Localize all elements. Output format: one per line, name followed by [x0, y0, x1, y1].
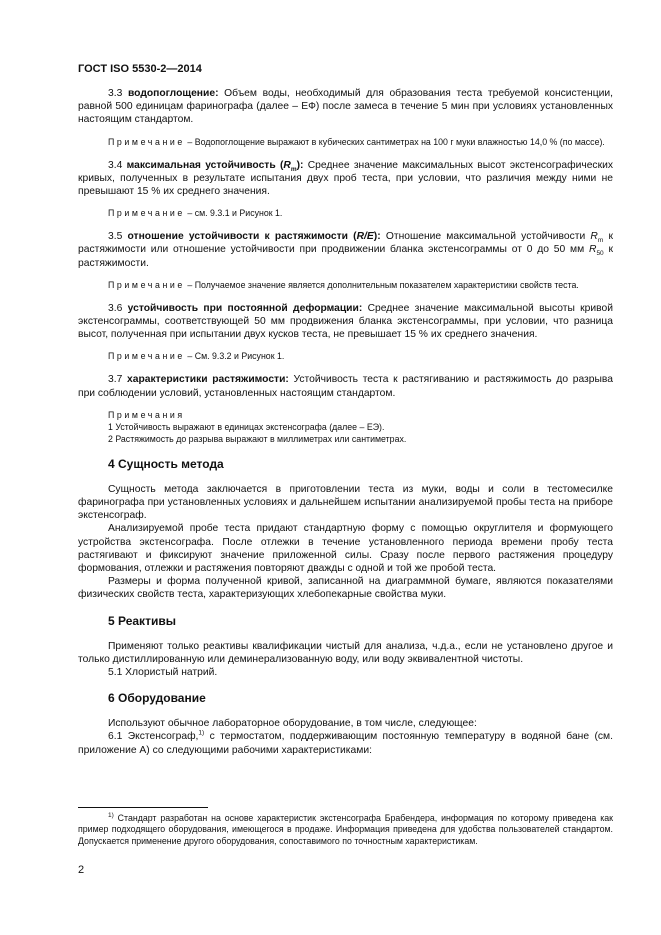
clause-text-cont: к растяжимости или отношение устойчивости при продвижении бланка экстенсограммы от 0 до 50 мм	[78, 231, 613, 256]
section-heading-5: 5 Реактивы	[108, 613, 176, 628]
clause-text: Среднее значение максимальной высоты кривой экстенсограммы, соответствующей 50 мм продвижения бланка экстенсограммы, при условии, что разница высот, полученная при испытании двух кусков теста, не превышает 15 % их среднего значения.	[78, 302, 613, 341]
note-text: – Получаемое значение является дополнительным показателем характеристики свойств теста.	[187, 279, 579, 290]
footnote	[78, 813, 613, 847]
clause-3-7	[78, 373, 613, 399]
section-heading-4: 4 Сущность метода	[108, 456, 224, 471]
symbol: R	[283, 159, 291, 171]
clause-text-cont: с термостатом, поддерживающим постоянную температуру в водяной бане (см. приложение А) со следующими рабочими характеристиками:	[78, 731, 613, 756]
clause-term: устойчивость при постоянной деформации:	[127, 302, 363, 314]
note-text: – Водопоглощение выражают в кубических сантиметрах на 100 г муки влажностью 14,0 % (по массе).	[187, 136, 605, 147]
paragraph: 5.1 Хлористый натрий.	[108, 667, 218, 679]
clause-number: 3.7	[108, 374, 123, 386]
note-3-4	[78, 207, 613, 219]
clause-term: отношение устойчивости к растяжимости (	[127, 231, 357, 243]
note-text: – см. 9.3.1 и Рисунок 1.	[187, 208, 283, 219]
clause-term-end: ):	[296, 159, 304, 171]
clause-text: Устойчивость теста к растягиванию и растяжимость до разрыва при соблюдении условий, установленных настоящим стандартом.	[78, 374, 613, 399]
footnote-reference[interactable]: 1)	[198, 730, 205, 738]
paragraph	[78, 730, 613, 756]
paragraph: Сущность метода заключается в приготовлении теста из муки, воды и соли в тестомесилке фаринографа при установленных условиях и дальнейшем испытании анализируемой пробы теста на приборе экстенсограф.	[78, 483, 613, 522]
clause-text: Объем воды, необходимый для образования теста требуемой консистенции, равной 500 единицам фаринографа (далее – ЕФ) после замеса в течение 5 мин при условиях установленных настоящим стандартом.	[78, 88, 613, 126]
symbol: R/E	[356, 231, 374, 243]
clause-text: Отношение максимальной устойчивости	[385, 231, 586, 243]
paragraph: Используют обычное лабораторное оборудование, в том числе, следующее:	[108, 718, 477, 730]
clause-text: 6.1 Экстенсограф,	[108, 731, 199, 743]
symbol-subscript: 50	[596, 250, 604, 258]
clause-number: 3.4	[108, 159, 123, 171]
clause-term: водопоглощение:	[127, 88, 219, 99]
note-text: – См. 9.3.2 и Рисунок 1.	[187, 351, 285, 362]
clause-3-6	[78, 302, 613, 342]
clause-term: характеристики растяжимости:	[127, 374, 289, 386]
paragraph: Размеры и форма полученной кривой, записанной на диаграммной бумаге, являются показателями физических свойств теста, характеризующих хлебопекарные свойства муки.	[78, 576, 613, 601]
footnote-mark: 1)	[108, 812, 114, 820]
clause-number: 3.6	[108, 302, 123, 314]
clause-term-end: ):	[373, 231, 381, 243]
symbol-subscript: m	[290, 165, 297, 173]
clause-term: максимальная устойчивость (	[126, 159, 284, 171]
document-header: ГОСТ ISO 5530-2—2014	[78, 63, 202, 75]
clause-text: Среднее значение максимальных высот экстенсографических кривых, полученных в результате испытания двух проб теста, при условии, что различия между ними не превышают 15 % их среднего значения.	[78, 159, 613, 198]
document-body	[78, 87, 613, 757]
symbol: R	[589, 244, 597, 256]
note-3-5	[78, 279, 613, 291]
clause-3-5	[78, 230, 613, 270]
note-label: Примечание	[108, 279, 185, 290]
symbol: R	[590, 231, 598, 243]
notes-label: Примечания	[108, 409, 185, 420]
paragraph: Анализируемой пробе теста придают стандартную форму с помощью округлителя и формующего устройства экстенсографа. После отлежки в течение установленного периода времени пробу теста растягивают и фиксируют значение приложенной силы. Сразу после первого растяжения процедуру формования, отлежки и растяжения повторяют дважды с одной и той же пробой теста.	[78, 523, 613, 575]
note-3-3	[78, 136, 613, 148]
section-heading-6: 6 Оборудование	[108, 691, 206, 706]
clause-text-end: к растяжимости.	[78, 244, 613, 269]
note-3-6	[78, 350, 613, 362]
symbol-subscript: m	[597, 237, 604, 245]
footnote-separator	[78, 807, 208, 808]
clause-number: 3.3	[108, 88, 123, 99]
clause-number: 3.5	[108, 231, 123, 243]
note-item-1: 1 Устойчивость выражают в единицах экстенсографа (далее – ЕЭ).	[108, 421, 385, 432]
page-number: 2	[78, 864, 85, 876]
clause-3-4	[78, 159, 613, 199]
footnote-text: Стандарт разработан на основе характеристик экстенсографа Брабендера, информация по которому приведена как пример подходящего оборудования, имеющегося в продаже. Информация приведена для удобства пользователей стандартом. Допускается применение другого оборудования, сопоставимого по точностным характеристикам.	[78, 813, 613, 846]
note-label: Примечание	[108, 208, 185, 219]
note-label: Примечание	[108, 136, 185, 147]
paragraph: Применяют только реактивы квалификации чистый для анализа, ч.д.а., если не установлено другое и только дистиллированную или деминерализованную воду, или воду эквивалентной чистоты.	[78, 640, 613, 665]
note-item-2: 2 Растяжимость до разрыва выражают в миллиметрах или сантиметрах.	[108, 433, 407, 444]
note-label: Примечание	[108, 351, 185, 362]
clause-3-3	[78, 87, 613, 127]
